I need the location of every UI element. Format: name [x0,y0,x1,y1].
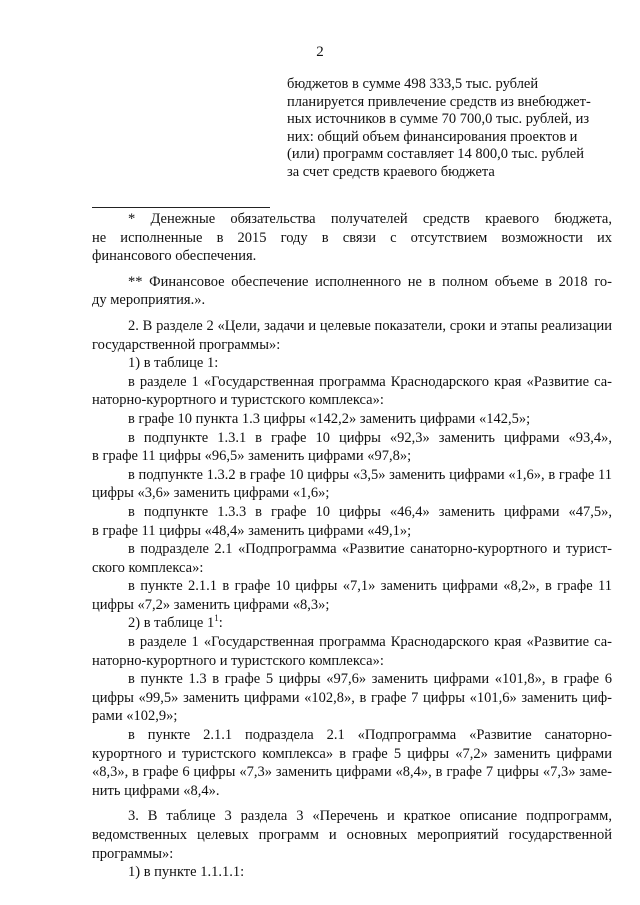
paragraph-line: наторно-курортного и туристского комплекса»: [92,392,384,409]
item-table-1-1 [92,614,612,633]
paragraph-line: ского комплекса»: [92,559,204,576]
section-2-heading: 2. В разделе 2 «Цели, задачи и целевые показатели, сроки и этапы реализации [128,317,612,334]
tail-line: бюджетов в сумме 498 333,5 тыс. рублей [287,76,539,92]
tail-line: за счет средств краевого бюджета [287,163,495,180]
paragraph-line: в подразделе 2.1 «Подпрограмма «Развитие санаторно-курортного и турист- [128,541,612,558]
footnote-2-line: ** Финансовое обеспечение исполненного не в полном объеме в 2018 го- [128,273,612,290]
item-prefix: 2) в таблице 1 [128,615,215,632]
item-point-1-1-1-1: 1) в пункте 1.1.1.1: [128,864,245,881]
paragraph-line: в подпункте 1.3.1 в графе 10 цифры «92,3» заменить цифрами «93,4», [128,429,612,446]
item-suffix: : [218,615,223,632]
paragraph-line: цифры «7,2» заменить цифрами «8,3»; [92,596,330,613]
paragraph-line: цифры «3,6» заменить цифрами «1,6»; [92,485,330,502]
paragraph-line: рами «102,9»; [92,708,178,725]
paragraph-line: в графе 11 цифры «48,4» заменить цифрами «49,1»; [92,522,412,539]
paragraph-line: в разделе 1 «Государственная программа Краснодарского края «Развитие са- [128,634,612,651]
footnote-2-line: ду мероприятия.». [92,292,206,309]
paragraph-line: курортного и туристского комплекса» в графе 5 цифры «7,2» заменить цифрами [92,745,612,762]
paragraph-line: в графе 11 цифры «96,5» заменить цифрами «97,8»; [92,448,412,465]
section-3-heading: 3. В таблице 3 раздела 3 «Перечень и краткое описание подпрограмм, [128,808,612,825]
tail-line: (или) программ составляет 14 800,0 тыс. рублей [287,146,585,162]
superscript: 1 [214,613,219,624]
paragraph-line: цифры «99,5» заменить цифрами «102,8», в графе 7 цифры «101,6» заменить циф- [92,689,612,706]
tail-line: ных источников в сумме 70 700,0 тыс. рублей, из [287,111,590,127]
paragraph-line: наторно-курортного и туристского комплекса»: [92,652,384,669]
section-3-heading: ведомственных целевых программ и основных мероприятий государственной [92,827,612,843]
item-table-1: 1) в таблице 1: [128,355,219,372]
page-number: 2 [316,44,324,60]
paragraph-line: в пункте 1.3 в графе 5 цифры «97,6» заменить цифрами «101,8», в графе 6 [128,671,612,688]
paragraph-line: в пункте 2.1.1 подраздела 2.1 «Подпрограмма «Развитие санаторно- [128,727,612,744]
section-2-heading: государственной программы»: [92,336,281,353]
paragraph-line: в пункте 2.1.1 в графе 10 цифры «7,1» заменить цифрами «8,2», в графе 11 [128,578,612,595]
footnote-1-line: * Денежные обязательства получателей средств краевого бюджета, [128,211,612,227]
paragraph-line: нить цифрами «8,4». [92,782,220,799]
tail-line: планируется привлечение средств из внебюджет- [287,93,591,110]
document-body [92,210,612,882]
paragraph-line: в подпункте 1.3.2 в графе 10 цифры «3,5» заменить цифрами «1,6», в графе 11 [128,466,612,483]
paragraph-line: в графе 10 пункта 1.3 цифры «142,2» заменить цифрами «142,5»; [128,410,531,427]
footnote-1-line: финансового обеспечения. [92,248,257,265]
tail-line: них: общий объем финансирования проектов и [287,128,578,145]
footnote-divider [92,207,270,208]
paragraph-line: в разделе 1 «Государственная программа Краснодарского края «Развитие са- [128,373,612,390]
paragraph-line: в подпункте 1.3.3 в графе 10 цифры «46,4» заменить цифрами «47,5», [128,503,612,520]
tail-block [287,76,592,181]
footnote-1-line: не исполненные в 2015 году в связи с отсутствием возможности их [92,229,612,246]
paragraph-line: «8,3», в графе 6 цифры «7,3» заменить цифрами «8,4», в графе 7 цифры «7,3» заме- [92,764,612,781]
section-3-heading: программы»: [92,845,174,862]
